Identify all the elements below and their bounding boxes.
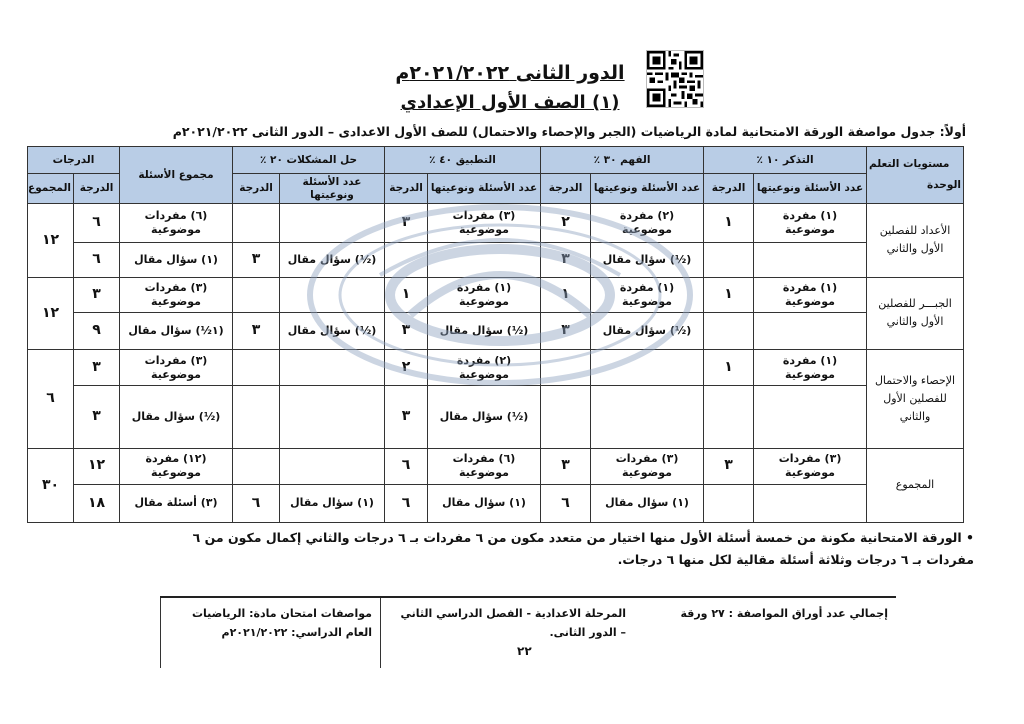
table-cell: (١) مفردة موضوعية: [754, 350, 867, 386]
table-cell: (½) سؤال مقال: [120, 386, 233, 448]
table-cell: [280, 204, 385, 242]
q-type-header: عدد الأسئلة ونوعيتها: [754, 174, 867, 204]
table-cell: (٣) مفردات موضوعية: [754, 448, 867, 484]
footer-pages: [634, 598, 896, 668]
sum-col-header: المجموع: [28, 174, 74, 204]
table-heading: أولاً: جدول مواصفة الورقة الامتحانية لمادة الرياضيات (الجبر والإحصاء والاحتمال) للصف الأول الاعدادى – الدور الثانى ٢٠٢١/٢٠٢٢م: [172, 124, 966, 139]
table-cell: (١٢) مفردة موضوعية: [120, 448, 233, 484]
table-cell: ٢: [541, 204, 591, 242]
table-cell: [541, 350, 591, 386]
table-cell: ٦: [541, 484, 591, 522]
table-cell: ١: [704, 277, 754, 312]
table-cell: [233, 277, 280, 312]
footer-stage-line: المرحلة الاعدادية - الفصل الدراسي الثاني: [400, 607, 626, 620]
table-cell: (٦) مفردات موضوعية: [120, 204, 233, 242]
grade-header: الدرجة: [385, 174, 428, 204]
grade-title: (١) الصف الأول الإعدادي: [400, 92, 620, 113]
table-cell: (½) سؤال مقال: [591, 312, 704, 349]
table-cell: (½) سؤال مقال: [280, 312, 385, 349]
table-cell: (½) سؤال مقال: [591, 242, 704, 277]
footer-subject: [160, 598, 380, 668]
table-row: [28, 448, 964, 484]
level-header-apply: التطبيق ٤٠ ٪: [385, 147, 541, 174]
table-cell: ١٨: [74, 484, 120, 522]
table-cell: (١) سؤال مقال: [428, 484, 541, 522]
unit-cell: المجموع: [867, 448, 964, 522]
table-cell: (١) سؤال مقال: [591, 484, 704, 522]
table-cell: (١½) سؤال مقال: [120, 312, 233, 349]
table-cell: ٣: [541, 242, 591, 277]
table-cell: (٣) أسئلة مقال: [120, 484, 233, 522]
table-cell: ٣: [74, 350, 120, 386]
table-cell: (٣) مفردات موضوعية: [120, 277, 233, 312]
level-header-understand: الفهم ٣٠ ٪: [541, 147, 704, 174]
table-cell: [233, 350, 280, 386]
total-cell: ٦: [28, 350, 74, 449]
round-title: الدور الثانى ٢٠٢١/٢٠٢٢م: [395, 62, 625, 84]
unit-cell: الأعداد للفصلين الأول والثاني: [867, 204, 964, 277]
grade-col-header: الدرجة: [74, 174, 120, 204]
table-row: [28, 277, 964, 312]
table-cell: [754, 312, 867, 349]
grade-header: الدرجة: [704, 174, 754, 204]
table-cell: [280, 448, 385, 484]
table-cell: ٦: [385, 484, 428, 522]
table-cell: (٣) مفردات موضوعية: [591, 448, 704, 484]
table-cell: ٣: [233, 312, 280, 349]
table-cell: ١: [541, 277, 591, 312]
table-cell: [233, 448, 280, 484]
total-cell: ١٢: [28, 277, 74, 349]
table-cell: ١: [385, 277, 428, 312]
table-cell: [754, 484, 867, 522]
table-row: [28, 386, 964, 448]
footer-year-line: العام الدراسي: ٢٠٢١/٢٠٢٢م: [221, 626, 372, 640]
table-cell: [233, 386, 280, 448]
table-cell: (١) مفردة موضوعية: [428, 277, 541, 312]
table-row: [28, 484, 964, 522]
table-cell: ٣: [704, 448, 754, 484]
table-cell: [704, 484, 754, 522]
table-row: [28, 312, 964, 349]
table-cell: ٣: [385, 312, 428, 349]
table-header-row: [28, 147, 964, 174]
footer-stage: [380, 598, 634, 668]
table-cell: [233, 204, 280, 242]
table-cell: (١) سؤال مقال: [280, 484, 385, 522]
levels-unit-header: [867, 147, 964, 204]
table-cell: ٦: [74, 242, 120, 277]
table-cell: ١٢: [74, 448, 120, 484]
total-questions-header: مجموع الأسئلة: [120, 147, 233, 204]
levels-label: مستويات التعلم: [869, 158, 950, 171]
table-cell: (٣) مفردات موضوعية: [428, 204, 541, 242]
table-cell: ١: [704, 350, 754, 386]
q-type-header: عدد الأسئلة ونوعيتها: [280, 174, 385, 204]
grade-header: الدرجة: [233, 174, 280, 204]
table-cell: ٣: [74, 386, 120, 448]
unit-cell: الإحصاء والاحتمال للفصلين الأول والثاني: [867, 350, 964, 449]
table-cell: [754, 386, 867, 448]
table-cell: (٢) مفردة موضوعية: [428, 350, 541, 386]
unit-cell: الجبـــر للفصلين الأول والثاني: [867, 277, 964, 349]
table-cell: [541, 386, 591, 448]
table-cell: ٣: [385, 386, 428, 448]
table-cell: [280, 350, 385, 386]
table-cell: [591, 350, 704, 386]
total-cell: ١٢: [28, 204, 74, 277]
table-cell: ٣: [74, 277, 120, 312]
table-cell: [591, 386, 704, 448]
bullet-mark: •: [966, 530, 974, 545]
footer-pages-line: إجمالي عدد أوراق المواصفة : ٢٧ ورقة: [680, 607, 888, 620]
exam-note-text: الورقة الامتحانية مكونة من خمسة أسئلة الأول منها اختيار من متعدد مكون من ٦ مفردات بـ ٦ درجات والثاني إكمال مكون من ٦ مفردات بـ ٦ درجات وثلاثة أسئلة مقالية لكل منها ٦ درجات.: [192, 530, 974, 567]
table-cell: [280, 386, 385, 448]
table-cell: ١: [704, 204, 754, 242]
page-number: ٢٢: [517, 644, 532, 658]
table-cell: (½) سؤال مقال: [428, 386, 541, 448]
table-cell: [704, 312, 754, 349]
table-cell: (٣) مفردات موضوعية: [120, 350, 233, 386]
table-row: [28, 204, 964, 242]
table-row: [28, 350, 964, 386]
table-cell: ٩: [74, 312, 120, 349]
table-cell: (½) سؤال مقال: [428, 312, 541, 349]
footer-round-line: – الدور الثانى.: [549, 626, 626, 640]
table-cell: ٢: [385, 350, 428, 386]
table-cell: (½) سؤال مقال: [280, 242, 385, 277]
table-cell: (١) مفردة موضوعية: [591, 277, 704, 312]
table-cell: (١) مفردة موضوعية: [754, 277, 867, 312]
unit-label: الوحدة: [927, 179, 962, 192]
grades-header: الدرجات: [28, 147, 120, 174]
q-type-header: عدد الأسئلة ونوعيتها: [591, 174, 704, 204]
exam-note: [150, 527, 974, 571]
table-cell: ٣: [541, 448, 591, 484]
table-cell: [704, 386, 754, 448]
specification-table: [27, 146, 964, 523]
level-header-remember: التذكر ١٠ ٪: [704, 147, 867, 174]
table-cell: ٦: [233, 484, 280, 522]
table-cell: [754, 242, 867, 277]
table-cell: [280, 277, 385, 312]
table-row: [28, 242, 964, 277]
table-cell: ٣: [541, 312, 591, 349]
level-header-problem-solving: حل المشكلات ٢٠ ٪: [233, 147, 385, 174]
table-cell: ٦: [385, 448, 428, 484]
table-cell: ٦: [74, 204, 120, 242]
table-cell: (١) مفردة موضوعية: [754, 204, 867, 242]
grade-header: الدرجة: [541, 174, 591, 204]
footer-spec-line: مواصفات امتحان مادة: الرياضيات: [191, 607, 372, 620]
table-cell: [428, 242, 541, 277]
table-cell: (١) سؤال مقال: [120, 242, 233, 277]
total-cell: ٣٠: [28, 448, 74, 522]
table-cell: [385, 242, 428, 277]
table-cell: (٢) مفردة موضوعية: [591, 204, 704, 242]
table-cell: ٣: [233, 242, 280, 277]
table-cell: ٣: [385, 204, 428, 242]
table-cell: (٦) مفردات موضوعية: [428, 448, 541, 484]
table-cell: [704, 242, 754, 277]
q-type-header: عدد الأسئلة ونوعيتها: [428, 174, 541, 204]
